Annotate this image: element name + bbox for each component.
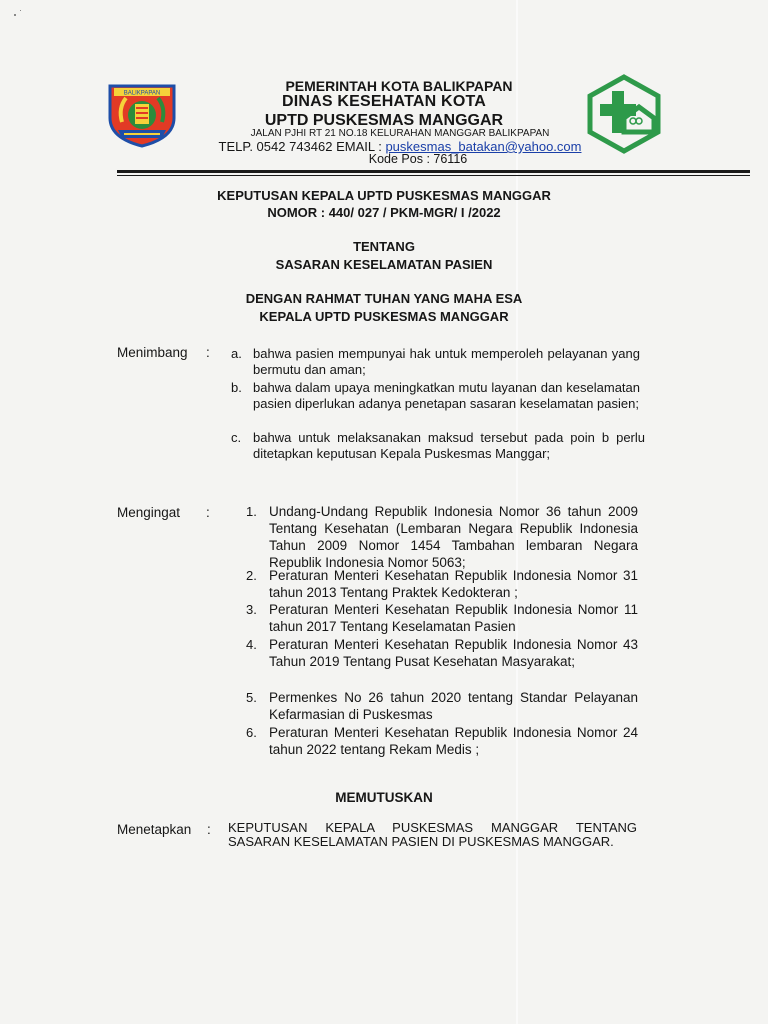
- mengingat-number: 6.: [246, 725, 257, 740]
- mengingat-number: 1.: [246, 504, 257, 519]
- menimbang-letter: b.: [231, 380, 242, 395]
- memutuskan-heading: MEMUTUSKAN: [335, 790, 433, 805]
- phone-label: TELP. 0542 743462 EMAIL :: [218, 139, 386, 154]
- rahmat-heading: DENGAN RAHMAT TUHAN YANG MAHA ESA: [245, 291, 523, 306]
- svg-text:BALIKPAPAN: BALIKPAPAN: [123, 90, 161, 97]
- menimbang-letter: a.: [231, 346, 242, 361]
- mengingat-colon: :: [206, 505, 210, 520]
- mengingat-item: Undang-Undang Republik Indonesia Nomor 36 tahun 2009 Tentang Kesehatan (Lembaran Negara Republik Indonesia Tahun 2009 Nomor 1454 Tambahan lembaran Negara Republik Indonesia Nomor 5063;: [269, 504, 638, 570]
- letterhead-rule-thick: [117, 170, 750, 173]
- scan-speck: [20, 10, 21, 11]
- menetapkan-colon: :: [207, 822, 211, 837]
- menetapkan-text: KEPUTUSAN KEPALA PUSKESMAS MANGGAR TENTANG SASARAN KESELAMATAN PASIEN DI PUSKESMAS MANGGAR.: [228, 820, 637, 849]
- decree-number: NOMOR : 440/ 027 / PKM-MGR/ I /2022: [267, 205, 501, 220]
- decree-title: KEPUTUSAN KEPALA UPTD PUSKESMAS MANGGAR: [217, 188, 551, 203]
- menimbang-colon: :: [206, 345, 210, 360]
- menimbang-item: bahwa untuk melaksanakan maksud tersebut pada poin b perlu ditetapkan keputusan Kepala Puskesmas Manggar;: [253, 430, 645, 461]
- menetapkan-label: Menetapkan: [117, 822, 192, 837]
- menimbang-label: Menimbang: [117, 345, 188, 360]
- decree-subject: SASARAN KESELAMATAN PASIEN: [275, 257, 493, 272]
- mengingat-item: Permenkes No 26 tahun 2020 tentang Standar Pelayanan Kefarmasian di Puskesmas: [269, 690, 638, 722]
- menimbang-letter: c.: [231, 430, 242, 445]
- letterhead-rule-thin: [117, 175, 750, 176]
- email-link[interactable]: puskesmas_batakan@yahoo.com: [385, 139, 582, 154]
- puskesmas-name: UPTD PUSKESMAS MANGGAR: [264, 112, 504, 129]
- menimbang-item: bahwa pasien mempunyai hak untuk memperoleh pelayanan yang bermutu dan aman;: [253, 346, 640, 377]
- mengingat-number: 3.: [246, 602, 257, 617]
- mengingat-item: Peraturan Menteri Kesehatan Republik Indonesia Nomor 11 tahun 2017 Tentang Keselamatan Pasien: [269, 602, 638, 634]
- postal-code: Kode Pos : 76116: [368, 152, 468, 166]
- address-line: JALAN PJHI RT 21 NO.18 KELURAHAN MANGGAR BALIKPAPAN: [250, 128, 550, 139]
- department-name: DINAS KESEHATAN KOTA: [282, 93, 486, 110]
- scan-speck: [14, 14, 16, 16]
- mengingat-number: 4.: [246, 637, 257, 652]
- mengingat-item: Peraturan Menteri Kesehatan Republik Indonesia Nomor 31 tahun 2013 Tentang Praktek Kedokteran ;: [269, 568, 638, 600]
- gov-name: PEMERINTAH KOTA BALIKPAPAN: [285, 78, 513, 94]
- menimbang-item: bahwa dalam upaya meningkatkan mutu layanan dan keselamatan pasien diperlukan adanya penetapan sasaran keselamatan pasien;: [253, 380, 640, 411]
- mengingat-item: Peraturan Menteri Kesehatan Republik Indonesia Nomor 24 tahun 2022 tentang Rekam Medis ;: [269, 725, 638, 757]
- mengingat-label: Mengingat: [117, 505, 181, 520]
- mengingat-number: 2.: [246, 568, 257, 583]
- mengingat-number: 5.: [246, 690, 257, 705]
- mengingat-item: Peraturan Menteri Kesehatan Republik Indonesia Nomor 43 Tahun 2019 Tentang Pusat Kesehatan Masyarakat;: [269, 637, 638, 669]
- kepala-heading: KEPALA UPTD PUSKESMAS MANGGAR: [259, 309, 509, 324]
- tentang-heading: TENTANG: [353, 239, 415, 254]
